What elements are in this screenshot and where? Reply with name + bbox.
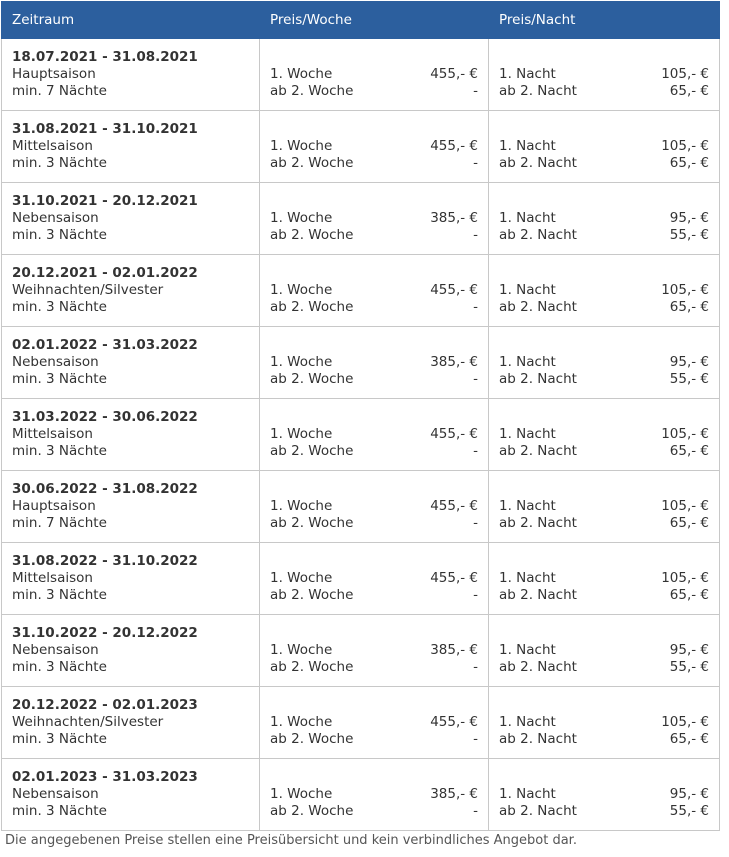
week-price-cell <box>260 615 489 687</box>
week-1-label: 1. Woche <box>270 282 333 298</box>
night-price-cell <box>489 543 720 615</box>
period-dates: 20.12.2022 - 02.01.2023 <box>12 697 198 713</box>
night-1-label: 1. Nacht <box>499 138 556 154</box>
night-1-price: 105,- € <box>661 498 709 514</box>
period-cell <box>2 543 260 615</box>
night-1-label: 1. Nacht <box>499 354 556 370</box>
header-price-week: Preis/Woche <box>260 2 489 39</box>
week-2-price: - <box>473 803 478 819</box>
night-1-label: 1. Nacht <box>499 66 556 82</box>
night-2-price: 55,- € <box>669 803 709 819</box>
week-2-label: ab 2. Woche <box>270 659 354 675</box>
night-price-cell <box>489 39 720 111</box>
week-price-cell <box>260 471 489 543</box>
table-row <box>2 327 720 399</box>
week-price-cell <box>260 327 489 399</box>
night-2-price: 65,- € <box>669 515 709 531</box>
week-1-label: 1. Woche <box>270 66 333 82</box>
table-row <box>2 255 720 327</box>
minimum-stay: min. 7 Nächte <box>12 515 107 531</box>
night-2-price: 65,- € <box>669 155 709 171</box>
week-price-cell <box>260 255 489 327</box>
week-2-price: - <box>473 299 478 315</box>
night-2-price: 55,- € <box>669 227 709 243</box>
header-period: Zeitraum <box>2 2 260 39</box>
season-name: Nebensaison <box>12 210 99 226</box>
night-1-price: 105,- € <box>661 138 709 154</box>
minimum-stay: min. 3 Nächte <box>12 155 107 171</box>
price-disclaimer: Die angegebenen Preise stellen eine Preisübersicht und kein verbindliches Angebot dar. <box>5 833 577 848</box>
period-cell <box>2 111 260 183</box>
night-1-price: 105,- € <box>661 714 709 730</box>
week-1-label: 1. Woche <box>270 786 333 802</box>
period-dates: 31.10.2021 - 20.12.2021 <box>12 193 198 209</box>
week-2-price: - <box>473 83 478 99</box>
night-2-label: ab 2. Nacht <box>499 299 577 315</box>
night-price-cell <box>489 759 720 831</box>
table-row <box>2 543 720 615</box>
period-cell <box>2 687 260 759</box>
table-row <box>2 615 720 687</box>
season-name: Nebensaison <box>12 354 99 370</box>
night-2-label: ab 2. Nacht <box>499 227 577 243</box>
night-1-label: 1. Nacht <box>499 714 556 730</box>
night-1-label: 1. Nacht <box>499 210 556 226</box>
minimum-stay: min. 3 Nächte <box>12 731 107 747</box>
night-1-label: 1. Nacht <box>499 426 556 442</box>
week-1-price: 455,- € <box>430 498 478 514</box>
night-1-price: 95,- € <box>669 210 709 226</box>
season-name: Hauptsaison <box>12 498 96 514</box>
week-1-price: 455,- € <box>430 282 478 298</box>
night-price-cell <box>489 399 720 471</box>
period-cell <box>2 399 260 471</box>
period-dates: 18.07.2021 - 31.08.2021 <box>12 49 198 65</box>
week-2-label: ab 2. Woche <box>270 443 354 459</box>
night-1-price: 95,- € <box>669 354 709 370</box>
week-price-cell <box>260 39 489 111</box>
minimum-stay: min. 3 Nächte <box>12 587 107 603</box>
night-1-label: 1. Nacht <box>499 786 556 802</box>
night-1-price: 105,- € <box>661 66 709 82</box>
night-2-label: ab 2. Nacht <box>499 371 577 387</box>
period-dates: 31.03.2022 - 30.06.2022 <box>12 409 198 425</box>
week-2-price: - <box>473 659 478 675</box>
minimum-stay: min. 3 Nächte <box>12 371 107 387</box>
period-cell <box>2 327 260 399</box>
period-dates: 20.12.2021 - 02.01.2022 <box>12 265 198 281</box>
table-header-row <box>2 2 720 39</box>
price-table <box>1 1 720 831</box>
table-row <box>2 471 720 543</box>
header-price-night: Preis/Nacht <box>489 2 720 39</box>
week-price-cell <box>260 399 489 471</box>
week-2-label: ab 2. Woche <box>270 155 354 171</box>
week-price-cell <box>260 759 489 831</box>
table-row <box>2 39 720 111</box>
night-1-price: 105,- € <box>661 570 709 586</box>
night-price-cell <box>489 111 720 183</box>
night-price-cell <box>489 471 720 543</box>
period-dates: 31.08.2022 - 31.10.2022 <box>12 553 198 569</box>
table-row <box>2 111 720 183</box>
week-2-price: - <box>473 227 478 243</box>
week-1-label: 1. Woche <box>270 354 333 370</box>
season-name: Nebensaison <box>12 786 99 802</box>
week-2-label: ab 2. Woche <box>270 803 354 819</box>
week-2-price: - <box>473 587 478 603</box>
week-1-price: 455,- € <box>430 66 478 82</box>
night-2-price: 55,- € <box>669 371 709 387</box>
night-1-price: 105,- € <box>661 282 709 298</box>
period-cell <box>2 183 260 255</box>
night-1-label: 1. Nacht <box>499 498 556 514</box>
minimum-stay: min. 3 Nächte <box>12 443 107 459</box>
table-row <box>2 183 720 255</box>
night-2-label: ab 2. Nacht <box>499 83 577 99</box>
week-price-cell <box>260 183 489 255</box>
period-cell <box>2 39 260 111</box>
week-1-label: 1. Woche <box>270 570 333 586</box>
table-row <box>2 759 720 831</box>
period-cell <box>2 471 260 543</box>
week-1-price: 455,- € <box>430 714 478 730</box>
night-price-cell <box>489 183 720 255</box>
week-2-label: ab 2. Woche <box>270 515 354 531</box>
period-cell <box>2 759 260 831</box>
week-2-label: ab 2. Woche <box>270 587 354 603</box>
table-row <box>2 687 720 759</box>
season-name: Nebensaison <box>12 642 99 658</box>
night-2-label: ab 2. Nacht <box>499 155 577 171</box>
night-2-label: ab 2. Nacht <box>499 443 577 459</box>
week-1-label: 1. Woche <box>270 642 333 658</box>
table-body <box>2 39 720 831</box>
night-2-price: 65,- € <box>669 731 709 747</box>
season-name: Weihnachten/Silvester <box>12 714 164 730</box>
week-1-label: 1. Woche <box>270 714 333 730</box>
period-dates: 02.01.2022 - 31.03.2022 <box>12 337 198 353</box>
week-2-price: - <box>473 731 478 747</box>
night-price-cell <box>489 255 720 327</box>
week-2-price: - <box>473 443 478 459</box>
night-1-label: 1. Nacht <box>499 642 556 658</box>
night-2-label: ab 2. Nacht <box>499 803 577 819</box>
week-1-label: 1. Woche <box>270 138 333 154</box>
week-2-label: ab 2. Woche <box>270 731 354 747</box>
minimum-stay: min. 7 Nächte <box>12 83 107 99</box>
period-dates: 30.06.2022 - 31.08.2022 <box>12 481 198 497</box>
period-dates: 31.10.2022 - 20.12.2022 <box>12 625 198 641</box>
night-price-cell <box>489 615 720 687</box>
minimum-stay: min. 3 Nächte <box>12 227 107 243</box>
week-1-label: 1. Woche <box>270 498 333 514</box>
week-1-price: 455,- € <box>430 138 478 154</box>
night-2-label: ab 2. Nacht <box>499 515 577 531</box>
period-cell <box>2 255 260 327</box>
night-price-cell <box>489 327 720 399</box>
season-name: Mittelsaison <box>12 426 93 442</box>
period-dates: 02.01.2023 - 31.03.2023 <box>12 769 198 785</box>
week-2-price: - <box>473 515 478 531</box>
week-2-label: ab 2. Woche <box>270 83 354 99</box>
week-price-cell <box>260 687 489 759</box>
week-1-price: 455,- € <box>430 570 478 586</box>
night-1-label: 1. Nacht <box>499 282 556 298</box>
season-name: Mittelsaison <box>12 570 93 586</box>
night-1-price: 105,- € <box>661 426 709 442</box>
night-1-label: 1. Nacht <box>499 570 556 586</box>
night-2-label: ab 2. Nacht <box>499 659 577 675</box>
night-1-price: 95,- € <box>669 642 709 658</box>
week-2-label: ab 2. Woche <box>270 227 354 243</box>
season-name: Hauptsaison <box>12 66 96 82</box>
week-1-price: 455,- € <box>430 426 478 442</box>
night-2-price: 65,- € <box>669 443 709 459</box>
week-1-label: 1. Woche <box>270 426 333 442</box>
week-1-label: 1. Woche <box>270 210 333 226</box>
week-1-price: 385,- € <box>430 354 478 370</box>
night-2-price: 65,- € <box>669 83 709 99</box>
week-2-price: - <box>473 155 478 171</box>
week-2-label: ab 2. Woche <box>270 299 354 315</box>
period-dates: 31.08.2021 - 31.10.2021 <box>12 121 198 137</box>
season-name: Weihnachten/Silvester <box>12 282 164 298</box>
night-2-label: ab 2. Nacht <box>499 731 577 747</box>
week-2-label: ab 2. Woche <box>270 371 354 387</box>
week-price-cell <box>260 111 489 183</box>
week-1-price: 385,- € <box>430 786 478 802</box>
night-2-label: ab 2. Nacht <box>499 587 577 603</box>
night-2-price: 55,- € <box>669 659 709 675</box>
night-1-price: 95,- € <box>669 786 709 802</box>
week-1-price: 385,- € <box>430 642 478 658</box>
table-row <box>2 399 720 471</box>
week-1-price: 385,- € <box>430 210 478 226</box>
minimum-stay: min. 3 Nächte <box>12 803 107 819</box>
season-name: Mittelsaison <box>12 138 93 154</box>
week-price-cell <box>260 543 489 615</box>
minimum-stay: min. 3 Nächte <box>12 659 107 675</box>
week-2-price: - <box>473 371 478 387</box>
night-2-price: 65,- € <box>669 587 709 603</box>
minimum-stay: min. 3 Nächte <box>12 299 107 315</box>
night-2-price: 65,- € <box>669 299 709 315</box>
night-price-cell <box>489 687 720 759</box>
period-cell <box>2 615 260 687</box>
